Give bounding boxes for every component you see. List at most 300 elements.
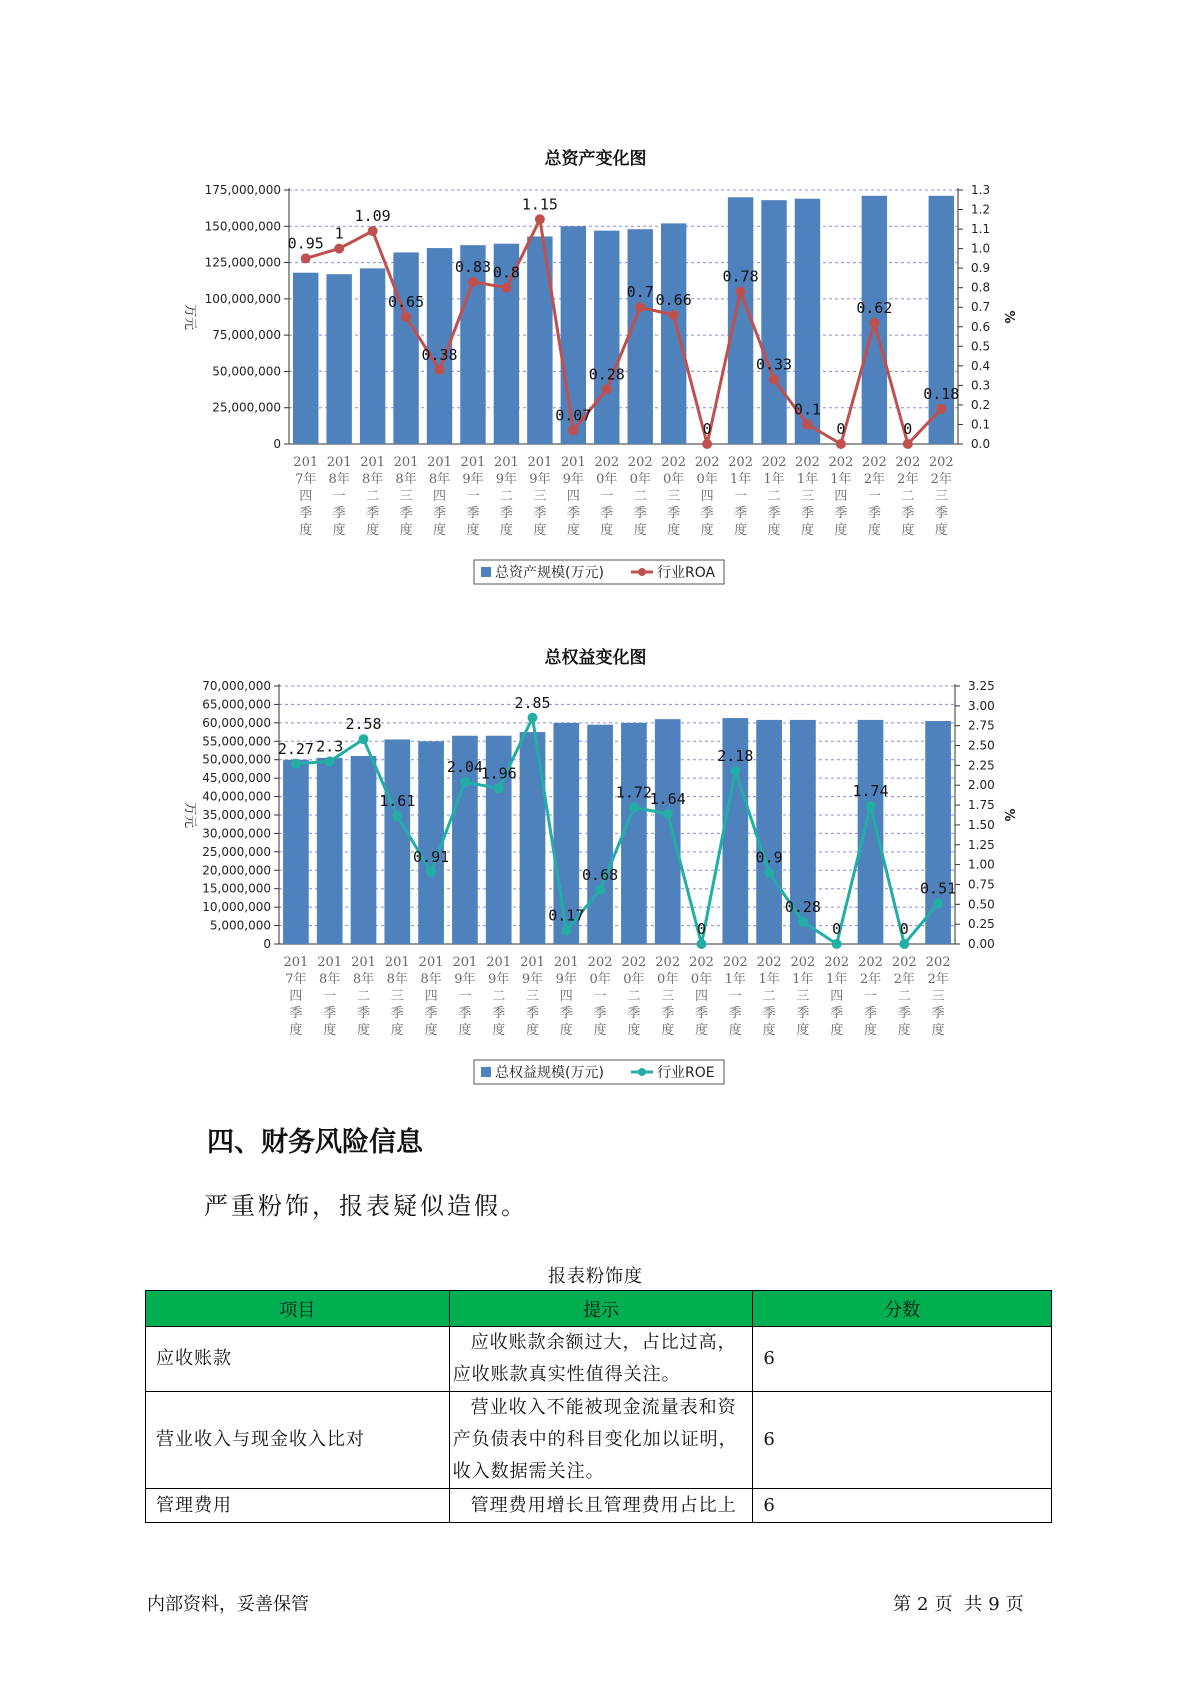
chart1-x-tick-label: 2年 <box>897 472 919 487</box>
chart2-x-tick-label: 8年 <box>352 972 375 987</box>
chart2-x-tick-label: 三 <box>661 989 675 1004</box>
chart1-x-tick-label: 三 <box>800 489 814 504</box>
chart2-line-point <box>561 926 571 936</box>
chart2-x-tick-label: 季 <box>323 1006 337 1021</box>
chart2-y-tick-label: 20,000,000 <box>202 863 271 878</box>
chart1-x-tick-label: 四 <box>299 489 313 504</box>
chart2-line-point <box>798 917 808 927</box>
chart2-x-tick-label: 季 <box>289 1006 303 1021</box>
chart2-bar <box>418 741 444 944</box>
chart1-bar <box>326 274 351 444</box>
chart1-x-tick-label: 季 <box>667 506 681 521</box>
chart2-x-tick-label: 季 <box>424 1006 438 1021</box>
chart2-x-tick-label: 度 <box>458 1023 472 1038</box>
chart1-y2-tick-label: 0.6 <box>971 319 991 334</box>
chart1-x-tick-label: 7年 <box>295 472 317 487</box>
chart2-y2-tick-label: 1.00 <box>968 857 995 872</box>
chart1-x-tick-label: 一 <box>600 489 614 504</box>
chart1-x-tick-label: 0年 <box>596 472 618 487</box>
chart1-x-tick-label: 度 <box>767 523 781 538</box>
chart1-x-tick-label: 四 <box>834 489 848 504</box>
chart2-bar <box>756 720 782 944</box>
total-prefix: 共 <box>964 1594 983 1615</box>
chart1-x-tick-label: 三 <box>533 489 547 504</box>
chart2-line-point <box>325 756 335 766</box>
chart2-x-tick-label: 季 <box>694 1006 709 1021</box>
chart1-x-tick-label: 季 <box>533 506 547 521</box>
chart1-x-tick-label: 季 <box>800 506 814 521</box>
chart1-legend-bar-label: 总资产规模(万元) <box>495 565 604 581</box>
chart1-x-tick-label: 度 <box>734 523 748 538</box>
chart2-x-tick-label: 二 <box>356 989 371 1004</box>
page-num: 2 <box>917 1594 929 1615</box>
chart1-bar <box>628 229 653 444</box>
chart2-data-label: 2.27 <box>277 739 314 758</box>
chart2-x-tick-label: 1年 <box>792 972 814 987</box>
chart1-legend-line-label: 行业ROA <box>657 565 716 581</box>
chart1-x-tick-label: 1年 <box>796 472 819 487</box>
chart2-x-tick-label: 四 <box>830 989 844 1004</box>
chart1-x-tick-label: 季 <box>867 506 881 521</box>
chart1-line-point <box>769 375 779 385</box>
chart2-x-tick-label: 度 <box>492 1023 506 1038</box>
chart1-y2-tick-label: 0.3 <box>971 378 991 393</box>
chart2-x-tick-label: 季 <box>525 1006 540 1021</box>
chart2-data-label: 0.9 <box>755 848 783 867</box>
chart2-y2-tick-label: 2.75 <box>968 718 995 733</box>
chart1-data-label: 0.28 <box>588 365 625 384</box>
chart1-x-tick-label: 202 <box>761 455 787 470</box>
chart1-data-label: 0.62 <box>856 298 893 317</box>
chart2-x-tick-label: 季 <box>390 1006 404 1021</box>
row-score: 6 <box>753 1489 1052 1523</box>
chart1-y-tick-label: 125,000,000 <box>204 255 281 270</box>
chart2-line-point <box>730 766 740 776</box>
row-item: 营业收入与现金收入比对 <box>146 1392 450 1489</box>
row-score: 6 <box>753 1327 1052 1392</box>
chart1-y2-tick-label: 0.0 <box>971 437 991 451</box>
chart1-y2-tick-label: 0.8 <box>971 280 991 295</box>
chart1-x-tick-label: 202 <box>627 455 653 470</box>
chart1-bar <box>360 268 385 444</box>
chart1-x-tick-label: 三 <box>667 489 681 504</box>
chart2-x-tick-label: 度 <box>830 1023 844 1038</box>
chart2-legend-line-label: 行业ROE <box>657 1065 715 1081</box>
chart2-bar <box>351 756 377 944</box>
chart2-data-label: 0.91 <box>413 847 450 866</box>
table-caption: 报表粉饰度 <box>548 1266 643 1287</box>
chart2-x-tick-label: 一 <box>593 989 607 1004</box>
chart1-x-tick-label: 季 <box>399 506 413 521</box>
chart1-x-tick-label: 201 <box>527 455 553 470</box>
section-heading: 四、财务风险信息 <box>207 1127 423 1158</box>
chart1-y2-tick-label: 1.3 <box>971 183 991 197</box>
chart2-data-label: 2.18 <box>717 746 754 765</box>
chart2-x-tick-label: 度 <box>627 1023 641 1038</box>
header-tip: 提示 <box>449 1291 753 1327</box>
chart2-x-tick-label: 度 <box>593 1023 607 1038</box>
chart1-x-tick-label: 度 <box>566 523 580 538</box>
chart1-x-tick-label: 度 <box>934 523 948 538</box>
row-item: 管理费用 <box>146 1489 450 1523</box>
chart1-bar <box>293 273 318 444</box>
chart2-data-label: 1.72 <box>615 783 652 802</box>
chart2-x-tick-label: 201 <box>351 955 376 970</box>
chart1-x-tick-label: 度 <box>332 523 346 538</box>
chart2-data-label: 0.17 <box>548 906 585 925</box>
chart1-data-label: 0.1 <box>793 400 822 419</box>
chart1-x-tick-label: 度 <box>399 523 413 538</box>
chart2-y2-tick-label: 0.00 <box>968 937 995 951</box>
chart1-x-tick-label: 度 <box>533 523 547 538</box>
chart2-x-tick-label: 季 <box>931 1006 945 1021</box>
chart2-y2-tick-label: 1.50 <box>968 817 995 832</box>
chart2-x-tick-label: 9年 <box>488 972 510 987</box>
chart2-x-tick-label: 201 <box>486 955 512 970</box>
chart1-x-tick-label: 201 <box>427 455 452 470</box>
chart2-bar <box>384 739 410 944</box>
chart2-x-tick-label: 季 <box>762 1006 776 1021</box>
chart2-x-tick-label: 202 <box>621 955 647 970</box>
chart2-line-point <box>933 899 943 909</box>
chart1-x-tick-label: 四 <box>700 489 714 504</box>
chart2-y-tick-label: 25,000,000 <box>202 844 271 859</box>
chart2-line-point <box>291 759 301 769</box>
chart2-x-tick-label: 202 <box>756 955 782 970</box>
chart2-data-label: 2.85 <box>514 693 551 712</box>
chart2-x-tick-label: 度 <box>728 1023 742 1038</box>
chart1-legend-line-marker <box>638 568 646 576</box>
chart1-x-tick-label: 度 <box>901 523 915 538</box>
chart1-line-point <box>501 283 511 293</box>
chart2-x-tick-label: 季 <box>897 1006 911 1021</box>
chart1-data-label: 0.65 <box>388 293 425 311</box>
chart1-y-tick-label: 25,000,000 <box>212 400 281 415</box>
chart1-x-tick-label: 度 <box>834 523 848 538</box>
chart1-line-point <box>368 226 378 236</box>
chart2-legend-line-marker <box>638 1068 646 1076</box>
chart2-x-tick-label: 季 <box>458 1006 472 1021</box>
chart2-data-label: 2.58 <box>345 715 382 734</box>
chart2-x-tick-label: 1年 <box>724 972 746 987</box>
chart2-x-tick-label: 201 <box>452 955 478 970</box>
chart2-y2-axis-title: % <box>1001 808 1016 822</box>
chart1-data-label: 1 <box>334 224 344 243</box>
chart2-line-point <box>392 811 402 821</box>
chart2-x-tick-label: 201 <box>283 955 309 970</box>
chart2-x-tick-label: 2年 <box>859 972 882 987</box>
chart2-title: 总权益变化图 <box>544 648 647 668</box>
row-tip: 管理费用增长且管理费用占比上 <box>449 1489 753 1523</box>
chart1-x-tick-label: 202 <box>594 455 620 470</box>
chart2-data-label: 1.61 <box>379 792 416 811</box>
chart2-y-tick-label: 70,000,000 <box>202 679 271 693</box>
chart2-y-tick-label: 40,000,000 <box>202 789 271 804</box>
chart1-x-tick-label: 201 <box>494 455 519 470</box>
chart2-line-point <box>697 939 707 949</box>
chart1-x-tick-label: 9年 <box>462 472 484 487</box>
chart1-x-tick-label: 201 <box>293 455 319 470</box>
chart1-x-tick-label: 季 <box>499 506 513 521</box>
chart1-line-point <box>736 287 746 297</box>
chart2-x-tick-label: 一 <box>323 989 337 1004</box>
chart2-y-tick-label: 50,000,000 <box>202 752 271 767</box>
chart1-line-point <box>535 214 545 224</box>
chart2-x-tick-label: 季 <box>796 1006 810 1021</box>
chart2-y2-tick-label: 3.25 <box>968 679 995 693</box>
chart1-x-tick-label: 度 <box>867 523 881 538</box>
chart1-x-tick-label: 季 <box>299 506 313 521</box>
chart1-x-tick-label: 度 <box>600 523 614 538</box>
chart1-x-tick-label: 二 <box>767 489 781 504</box>
total-equity-chart <box>0 670 1191 1100</box>
chart2-x-tick-label: 四 <box>289 989 303 1004</box>
header-score: 分数 <box>753 1291 1052 1327</box>
chart2-x-tick-label: 201 <box>317 955 343 970</box>
chart1-legend <box>474 560 724 584</box>
chart2-x-tick-label: 季 <box>559 1006 573 1021</box>
chart2-x-tick-label: 季 <box>627 1006 641 1021</box>
chart2-x-tick-label: 三 <box>525 989 540 1004</box>
chart1-data-label: 0.83 <box>454 257 492 276</box>
chart2-bar <box>655 719 681 944</box>
chart1-line-point <box>401 312 411 322</box>
chart1-x-tick-label: 8年 <box>395 472 417 487</box>
chart1-y2-axis-title: % <box>1001 310 1016 324</box>
chart2-line-point <box>832 939 842 949</box>
chart1-x-tick-label: 季 <box>566 506 580 521</box>
chart1-x-tick-label: 0年 <box>629 472 651 487</box>
chart1-x-tick-label: 1年 <box>763 472 785 487</box>
chart1-x-tick-label: 四 <box>566 489 580 504</box>
chart2-y-tick-label: 0 <box>263 937 271 951</box>
chart1-x-tick-label: 三 <box>934 489 948 504</box>
chart2-x-tick-label: 度 <box>323 1023 337 1038</box>
chart1-x-tick-label: 季 <box>466 506 480 521</box>
chart2-x-tick-label: 度 <box>796 1023 810 1038</box>
chart2-data-label: 0 <box>832 920 842 938</box>
chart2-line-point <box>899 939 909 949</box>
chart1-line-point <box>702 439 712 449</box>
chart2-data-label: 2.04 <box>446 758 483 777</box>
chart1-x-tick-label: 二 <box>633 489 647 504</box>
chart1-line-point <box>635 302 645 312</box>
chart1-x-tick-label: 四 <box>433 489 447 504</box>
chart1-data-label: 0.07 <box>555 406 592 425</box>
chart2-bar <box>520 732 546 944</box>
total-assets-chart <box>0 170 1191 590</box>
chart1-x-tick-label: 202 <box>795 455 820 470</box>
header-item: 项目 <box>146 1291 450 1327</box>
chart2-bar <box>283 760 309 944</box>
chart1-x-tick-label: 9年 <box>529 472 551 487</box>
chart1-x-tick-label: 201 <box>393 455 419 470</box>
chart2-x-tick-label: 度 <box>762 1023 776 1038</box>
chart1-x-tick-label: 三 <box>399 489 413 504</box>
chart1-x-tick-label: 二 <box>901 489 915 504</box>
chart1-line-point <box>568 425 578 435</box>
chart1-bar <box>594 231 619 444</box>
window-dressing-table <box>145 1290 1052 1523</box>
row-score: 6 <box>753 1392 1052 1489</box>
chart2-line-point <box>629 802 639 812</box>
chart2-x-tick-label: 一 <box>458 989 472 1004</box>
chart2-data-label: 0.68 <box>582 866 619 885</box>
page-mid: 页 <box>934 1594 953 1615</box>
chart2-y-tick-label: 5,000,000 <box>209 918 271 933</box>
chart2-x-tick-label: 1年 <box>826 972 848 987</box>
chart2-x-tick-label: 季 <box>863 1006 878 1021</box>
chart2-data-label: 0.28 <box>784 897 821 916</box>
chart1-x-tick-label: 8年 <box>328 472 350 487</box>
chart1-y2-tick-label: 0.2 <box>971 397 991 412</box>
chart1-y2-tick-label: 0.5 <box>971 339 991 354</box>
chart1-bar <box>761 200 786 444</box>
chart2-y2-tick-label: 1.25 <box>968 837 995 852</box>
chart2-x-tick-label: 0年 <box>623 972 645 987</box>
chart1-data-label: 0 <box>836 420 846 438</box>
chart1-x-tick-label: 1年 <box>729 472 752 487</box>
chart2-y2-tick-label: 0.25 <box>968 917 995 932</box>
chart2-legend-bar-label: 总权益规模(万元) <box>495 1065 604 1081</box>
chart1-x-tick-label: 202 <box>694 455 720 470</box>
chart2-y-tick-label: 45,000,000 <box>202 771 271 786</box>
chart2-data-label: 1.74 <box>852 781 889 800</box>
chart2-x-tick-label: 0年 <box>589 972 611 987</box>
row-item: 应收账款 <box>146 1327 450 1392</box>
chart2-x-tick-label: 度 <box>356 1023 371 1038</box>
chart1-data-label: 0 <box>903 420 913 438</box>
chart2-x-tick-label: 8年 <box>420 972 442 987</box>
chart2-x-tick-label: 202 <box>790 955 816 970</box>
chart2-legend <box>474 1060 724 1084</box>
chart1-x-tick-label: 度 <box>700 523 714 538</box>
chart2-x-tick-label: 8年 <box>319 972 341 987</box>
chart1-x-tick-label: 二 <box>366 489 380 504</box>
chart1-x-tick-label: 201 <box>360 455 386 470</box>
chart2-x-tick-label: 202 <box>925 955 951 970</box>
chart1-line-point <box>468 277 478 287</box>
chart2-y2-tick-label: 3.00 <box>968 698 995 713</box>
table-row <box>146 1327 1052 1392</box>
chart1-x-tick-label: 度 <box>466 523 480 538</box>
chart1-y-tick-label: 175,000,000 <box>204 183 281 197</box>
chart1-title: 总资产变化图 <box>544 149 647 169</box>
chart1-x-tick-label: 9年 <box>562 472 584 487</box>
table-header-row <box>146 1291 1052 1327</box>
chart2-x-tick-label: 8年 <box>386 972 408 987</box>
chart1-y2-tick-label: 1.1 <box>971 222 991 237</box>
chart1-y-axis-title: 万元 <box>182 303 197 331</box>
chart2-x-tick-label: 2年 <box>893 972 915 987</box>
chart1-x-tick-label: 季 <box>934 506 948 521</box>
chart1-line-point <box>836 439 846 449</box>
chart2-x-tick-label: 四 <box>424 989 438 1004</box>
footer-page-number <box>893 1590 1030 1616</box>
chart1-x-tick-label: 一 <box>332 489 346 504</box>
chart2-x-tick-label: 季 <box>830 1006 844 1021</box>
chart1-y2-tick-label: 0.9 <box>971 261 991 276</box>
chart1-x-tick-label: 季 <box>767 506 781 521</box>
chart2-line-point <box>359 734 369 744</box>
chart2-x-tick-label: 季 <box>492 1006 506 1021</box>
chart2-legend-bar-swatch <box>481 1067 491 1077</box>
chart1-x-tick-label: 一 <box>867 489 881 504</box>
chart1-x-tick-label: 202 <box>661 455 687 470</box>
chart2-bar <box>858 720 884 944</box>
chart2-x-tick-label: 202 <box>722 955 748 970</box>
chart1-data-label: 0.18 <box>923 384 960 403</box>
chart1-data-label: 0.33 <box>755 355 793 374</box>
chart2-x-tick-label: 201 <box>553 955 579 970</box>
chart2-data-label: 0.51 <box>920 879 957 898</box>
chart2-bar <box>587 725 613 944</box>
chart2-y-tick-label: 65,000,000 <box>202 697 271 712</box>
chart2-y-tick-label: 35,000,000 <box>202 808 271 822</box>
table-row <box>146 1489 1052 1523</box>
chart1-data-label: 0.38 <box>421 345 458 364</box>
chart1-x-tick-label: 季 <box>433 506 447 521</box>
chart1-x-tick-label: 度 <box>667 523 681 538</box>
chart2-x-tick-label: 度 <box>424 1023 438 1038</box>
chart2-x-tick-label: 度 <box>390 1023 404 1038</box>
chart1-line-point <box>435 365 445 375</box>
chart1-y-tick-label: 100,000,000 <box>204 291 281 306</box>
chart1-x-tick-label: 季 <box>734 506 748 521</box>
chart1-x-tick-label: 度 <box>499 523 513 538</box>
chart2-x-tick-label: 季 <box>661 1006 675 1021</box>
chart2-y-tick-label: 15,000,000 <box>202 881 271 896</box>
chart2-y2-tick-label: 2.25 <box>968 758 995 773</box>
chart2-line-point <box>595 885 605 895</box>
chart2-x-tick-label: 度 <box>525 1023 540 1038</box>
chart2-x-tick-label: 0年 <box>657 972 679 987</box>
chart1-x-tick-label: 季 <box>332 506 346 521</box>
chart2-x-tick-label: 季 <box>356 1006 371 1021</box>
chart1-y2-tick-label: 0.7 <box>971 300 991 315</box>
chart2-data-label: 2.3 <box>316 737 344 756</box>
chart2-data-label: 0 <box>899 920 909 938</box>
chart2-y-tick-label: 60,000,000 <box>202 715 271 730</box>
chart1-x-tick-label: 201 <box>326 455 352 470</box>
chart1-x-tick-label: 202 <box>928 455 954 470</box>
chart1-x-tick-label: 8年 <box>361 472 384 487</box>
chart2-x-tick-label: 201 <box>384 955 410 970</box>
chart1-line-point <box>869 318 879 328</box>
chart1-y2-tick-label: 0.1 <box>971 417 991 432</box>
chart1-data-label: 1.15 <box>521 195 558 214</box>
chart1-x-tick-label: 度 <box>366 523 380 538</box>
chart2-x-tick-label: 201 <box>418 955 444 970</box>
chart1-x-tick-label: 季 <box>834 506 848 521</box>
chart1-y-tick-label: 75,000,000 <box>212 328 281 343</box>
chart1-x-tick-label: 202 <box>861 455 887 470</box>
chart2-y-tick-label: 10,000,000 <box>202 900 271 915</box>
chart1-x-tick-label: 201 <box>460 455 486 470</box>
chart1-x-tick-label: 季 <box>633 506 647 521</box>
chart2-x-tick-label: 季 <box>593 1006 607 1021</box>
chart1-y-tick-label: 150,000,000 <box>204 219 281 234</box>
chart1-data-label: 0.95 <box>287 234 324 253</box>
chart1-x-tick-label: 0年 <box>696 472 718 487</box>
chart1-x-tick-label: 202 <box>728 455 753 470</box>
chart2-line-point <box>460 777 470 787</box>
chart2-x-tick-label: 9年 <box>555 972 577 987</box>
chart1-x-tick-label: 二 <box>499 489 513 504</box>
chart1-line-point <box>602 384 612 394</box>
chart2-y2-tick-label: 2.50 <box>968 738 995 753</box>
chart2-line-point <box>494 783 504 793</box>
